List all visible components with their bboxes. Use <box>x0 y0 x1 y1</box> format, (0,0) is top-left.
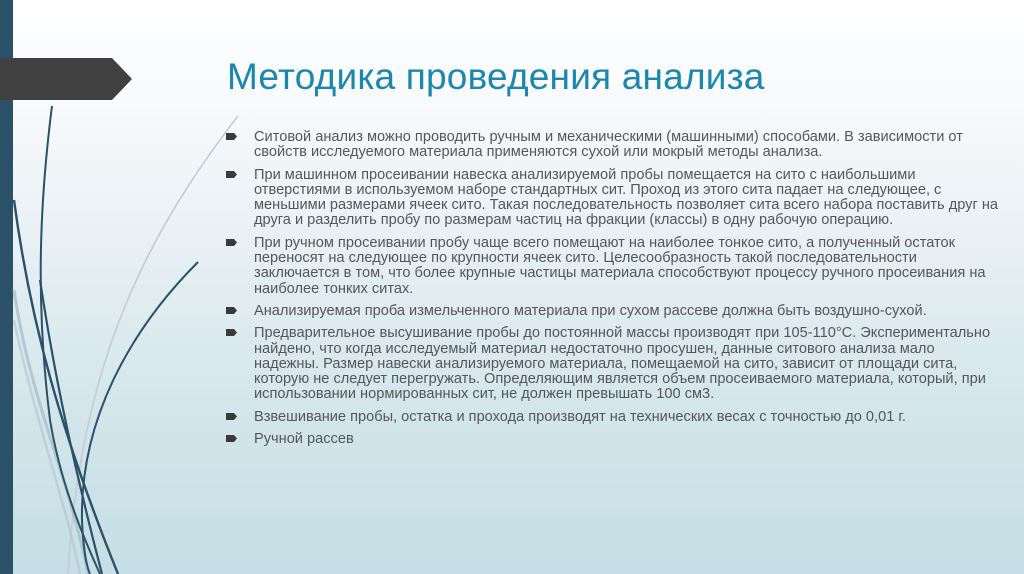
bullet-item <box>222 432 1002 447</box>
arrow-tag-bullet-icon <box>226 435 237 442</box>
bullet-text: При ручном просеивании пробу чаще всего помещают на наиболее тонкое сито, а полученный остаток переносят на следующее по крупности ячеек сито. Целесообразность такой последовательности заключается в том, что более крупные частицы материала способствуют процессу ручного просеивания на наиболее тонких ситах. <box>254 234 986 297</box>
bullet-item <box>222 304 1002 319</box>
arrow-tag-bullet-icon <box>226 133 237 140</box>
bullet-text: Ситовой анализ можно проводить ручным и механическими (машинными) способами. В зависимости от свойств исследуемого материала применяются сухой или мокрый методы анализа. <box>254 129 963 161</box>
arrow-tag-bullet-icon <box>226 239 237 246</box>
arrow-tag-bullet-icon <box>226 171 237 178</box>
bullet-item <box>222 326 1002 402</box>
bullet-item <box>222 168 1002 229</box>
bullet-text: Анализируемая проба измельченного материала при сухом рассеве должна быть воздушно-сухой. <box>254 302 927 319</box>
bullet-item <box>222 130 1002 161</box>
bullet-item <box>222 410 1002 425</box>
arrow-tag-bullet-icon <box>226 329 237 336</box>
title-arrow-banner <box>0 58 132 100</box>
arrow-tag-bullet-icon <box>226 307 237 314</box>
bullet-item <box>222 236 1002 297</box>
arrow-tag-bullet-icon <box>226 413 237 420</box>
bullet-text: Ручной рассев <box>254 431 354 448</box>
bullet-text: При машинном просеивании навеска анализируемой пробы помещается на сито с наибольшими отверстиями в используемом наборе стандартных сит. Проход из этого сита падает на следующее, с меньшими размерами ячеек сито. Такая последовательность позволяет сита всего набора поставить друг на друга и разделить пробу по размерам частиц на фракции (классы) в одну рабочую операцию. <box>254 166 999 229</box>
bullet-text: Взвешивание пробы, остатка и прохода производят на технических весах с точностью до 0,01 г. <box>254 408 906 425</box>
slide-title: Методика проведения анализа <box>227 56 765 97</box>
bullet-text: Предварительное высушивание пробы до постоянной массы производят при 105-110°С. Экспериментально найдено, что когда исследуемый материал недостаточно просушен, данные ситового анализа мало надежны. Размер навески анализируемого материала, помещаемой на сито, зависит от площади сита, которую не следует перегружать. Определяющим является объем просеиваемого материала, который, при использовании нормированных сит, не должен превышать 100 см3. <box>254 325 991 403</box>
bullet-list <box>222 130 1002 454</box>
